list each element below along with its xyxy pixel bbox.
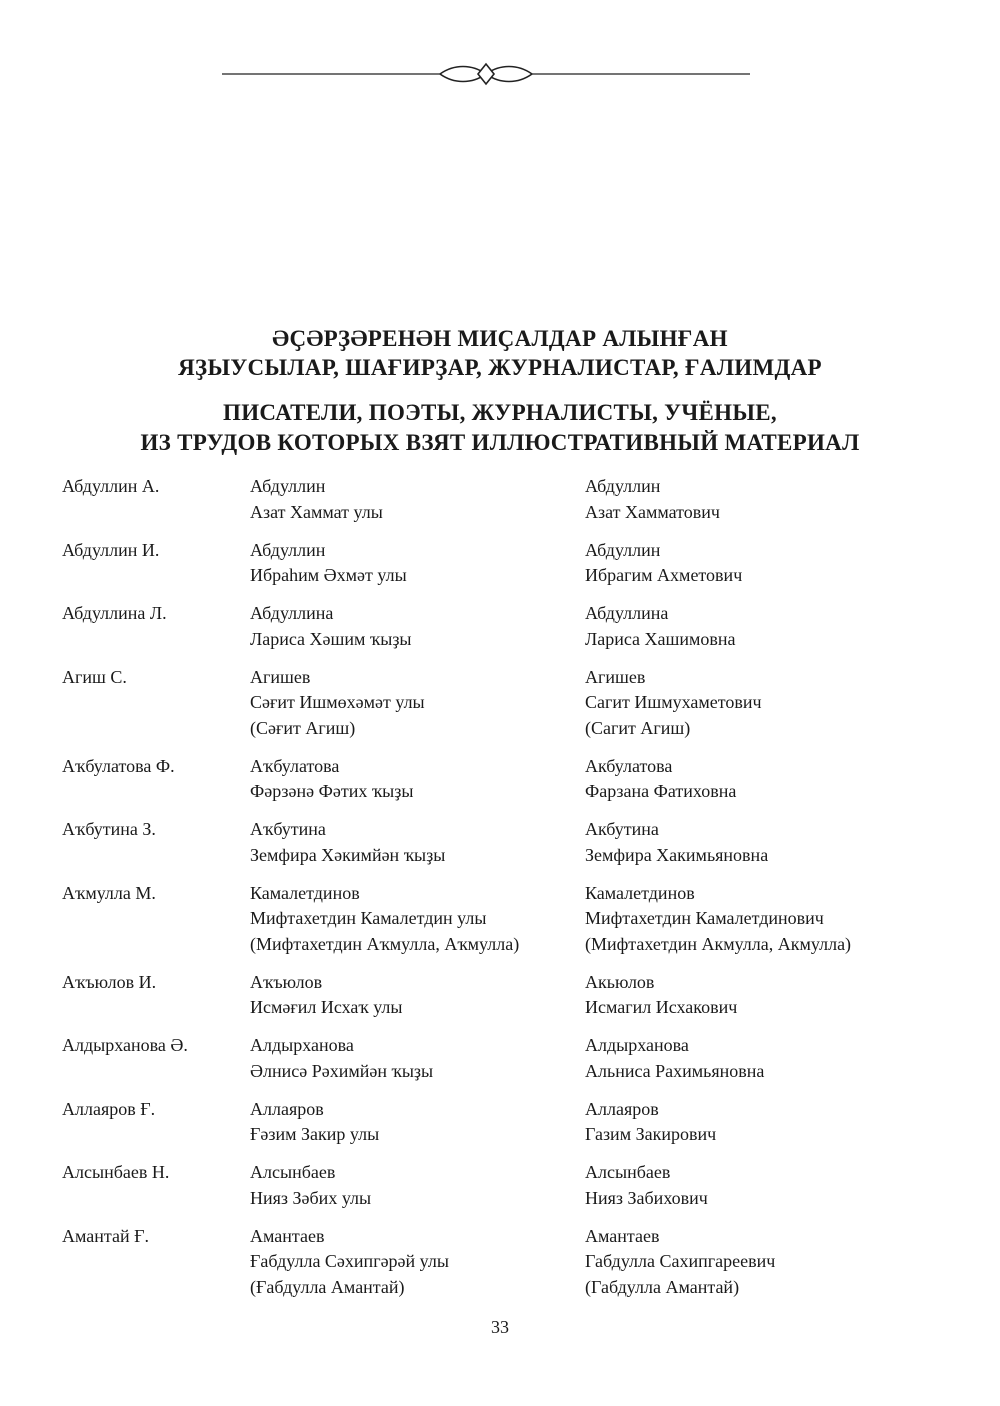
title-bashkir-line: ЯҘЫУСЫЛАР, ШАҒИРҘАР, ЖУРНАЛИСТАР, ҒАЛИМДАР xyxy=(178,355,822,380)
author-short-name: Абдуллина Л. xyxy=(62,603,167,623)
author-entry xyxy=(62,817,962,881)
author-short-name: Аҡъюлов И. xyxy=(62,971,157,992)
author-name-bashkir: Аллаяров Ғәзим Закир улы xyxy=(250,1098,380,1144)
author-short-name: Аҡбулатова Ф. xyxy=(62,755,175,776)
author-short-name: Аҡмулла М. xyxy=(62,882,156,903)
author-name-russian: Абдуллина Лариса Хашимовна xyxy=(585,603,736,649)
author-name-bashkir: Аҡбутина Земфира Хәкимйән ҡыҙы xyxy=(250,819,446,865)
author-entry xyxy=(62,538,962,602)
author-name-russian: Абдуллин Азат Хамматович xyxy=(585,476,720,522)
author-short-name: Абдуллин И. xyxy=(62,539,160,560)
author-name-bashkir: Аҡъюлов Исмәғил Исхаҡ улы xyxy=(250,971,403,1017)
author-entry xyxy=(62,601,962,665)
author-short-name: Алсынбаев Н. xyxy=(62,1162,170,1182)
header-ornament xyxy=(222,60,750,90)
author-name-bashkir: Алсынбаев Нияз Зәбих улы xyxy=(250,1162,372,1208)
title-russian xyxy=(0,398,1000,458)
author-name-bashkir: Абдуллин Ибраһим Әхмәт улы xyxy=(250,539,407,585)
author-short-name: Абдуллин А. xyxy=(62,476,160,496)
author-name-russian: Камалетдинов Мифтахетдин Камалетдинович (Мифтахетдин Акмулла, Акмулла) xyxy=(585,882,852,954)
title-russian-line: ПИСАТЕЛИ, ПОЭТЫ, ЖУРНАЛИСТЫ, УЧЁНЫЕ, xyxy=(223,400,777,425)
author-name-bashkir: Агишев Сәғит Ишмөхәмәт улы (Сәғит Агиш) xyxy=(250,666,425,738)
author-name-russian: Акбулатова Фарзана Фатиховна xyxy=(585,755,737,801)
author-entry xyxy=(62,1160,962,1224)
author-entry xyxy=(62,1224,962,1313)
author-name-russian: Аллаяров Газим Закирович xyxy=(585,1098,717,1144)
author-short-name: Аҡбутина З. xyxy=(62,819,156,839)
author-entry xyxy=(62,665,962,754)
author-name-bashkir: Аҡбулатова Фәрзәнә Фәтих ҡыҙы xyxy=(250,755,414,801)
page-number: 33 xyxy=(491,1317,509,1337)
author-name-russian: Акьюлов Исмагил Исхакович xyxy=(585,971,738,1017)
author-short-name: Аллаяров Ғ. xyxy=(62,1098,156,1119)
author-entry xyxy=(62,754,962,818)
author-name-russian: Акбутина Земфира Хакимьяновна xyxy=(585,819,769,865)
author-name-bashkir: Абдуллин Азат Хаммат улы xyxy=(250,476,383,522)
title-russian-line: ИЗ ТРУДОВ КОТОРЫХ ВЗЯТ ИЛЛЮСТРАТИВНЫЙ МАТЕРИАЛ xyxy=(140,430,860,455)
author-short-name: Амантай Ғ. xyxy=(62,1225,150,1246)
author-list xyxy=(62,474,962,1313)
author-name-bashkir: Камалетдинов Мифтахетдин Камалетдин улы (Мифтахетдин Аҡмулла, Аҡмулла) xyxy=(250,882,520,954)
author-name-russian: Агишев Сагит Ишмухаметович (Сагит Агиш) xyxy=(585,666,762,738)
title-bashkir-line: ӘҪӘРҘӘРЕНӘН МИҪАЛДАР АЛЫНҒАН xyxy=(272,326,728,351)
author-entry xyxy=(62,474,962,538)
author-entry xyxy=(62,970,962,1034)
author-name-russian: Алдырханова Альниса Рахимьяновна xyxy=(585,1035,765,1081)
author-name-russian: Абдуллин Ибрагим Ахметович xyxy=(585,539,743,585)
author-name-bashkir: Абдуллина Лариса Хәшим ҡыҙы xyxy=(250,603,412,649)
author-name-bashkir: Алдырханова Әлнисә Рәхимйән ҡыҙы xyxy=(250,1035,434,1081)
author-entry xyxy=(62,1097,962,1161)
author-name-bashkir: Амантаев Ғабдулла Сәхипгәрәй улы (Ғабдулла Амантай) xyxy=(250,1225,449,1297)
author-entry xyxy=(62,881,962,970)
author-name-russian: Алсынбаев Нияз Забихович xyxy=(585,1162,708,1208)
author-name-russian: Амантаев Габдулла Сахипгареевич (Габдулла Амантай) xyxy=(585,1225,776,1297)
author-short-name: Алдырханова Ә. xyxy=(62,1035,188,1055)
author-entry xyxy=(62,1033,962,1097)
title-bashkir xyxy=(0,324,1000,382)
author-short-name: Агиш С. xyxy=(62,666,127,687)
